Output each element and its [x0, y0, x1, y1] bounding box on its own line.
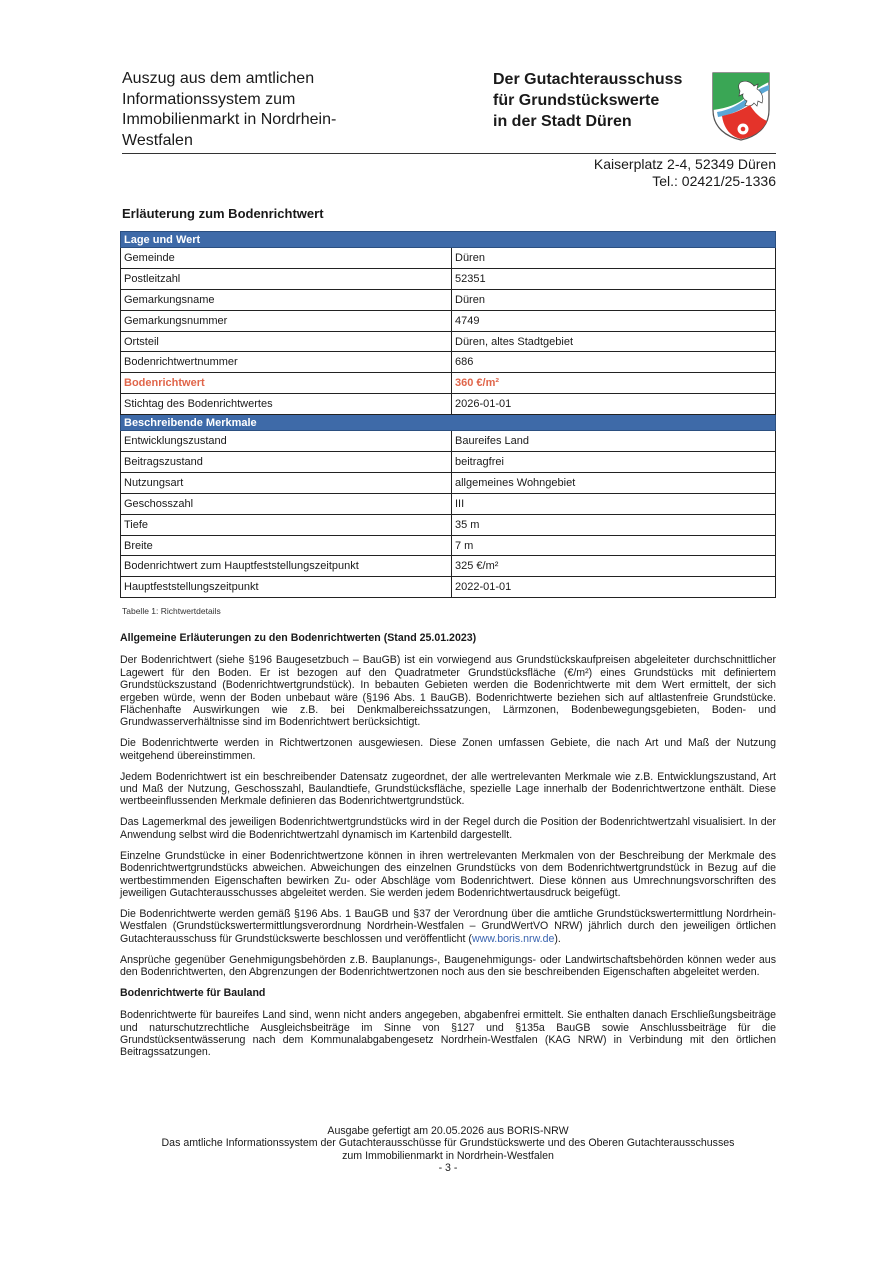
- table-row: [121, 514, 776, 535]
- table-row: [121, 331, 776, 352]
- row-label: Ortsteil: [121, 331, 452, 352]
- address-text: Kaiserplatz 2-4, 52349 Düren: [593, 156, 776, 172]
- row-label: Entwicklungszustand: [121, 431, 452, 452]
- row-value: III: [452, 493, 776, 514]
- phone-text: Tel.: 02421/25-1336: [652, 173, 776, 189]
- table-row: [121, 535, 776, 556]
- row-value: 35 m: [452, 514, 776, 535]
- paragraph: [120, 908, 776, 945]
- table-row: [121, 268, 776, 289]
- table-row-highlighted: [121, 373, 776, 394]
- header-issuer-line: Informationssystem zum: [122, 90, 296, 108]
- value-details-table: [120, 231, 776, 598]
- row-label: Postleitzahl: [121, 268, 452, 289]
- row-value: 2022-01-01: [452, 577, 776, 598]
- table-row: [121, 493, 776, 514]
- row-label: Bodenrichtwert: [121, 373, 452, 394]
- row-value: 325 €/m²: [452, 556, 776, 577]
- row-label: Hauptfeststellungszeitpunkt: [121, 577, 452, 598]
- paragraph: Bodenrichtwerte für baureifes Land sind, wenn nicht anders angegeben, abgabenfrei ermittelt. Sie enthalten danach Erschließungsbeiträge und naturschutzrechtliche Ausgleichsbeiträge im Sinne von §127 und §135a BauGB sowie Anschlussbeiträge für die Grundstücksentwässerung nach dem Kommunalabgabengesetz Nordrhein-Westfalen (KAG NRW) in Verbindung mit den örtlichen Beitragssatzungen.: [120, 1009, 776, 1059]
- table-caption: Tabelle 1: Richtwertdetails: [122, 606, 221, 616]
- row-label: Bodenrichtwert zum Hauptfeststellungszeitpunkt: [121, 556, 452, 577]
- footer-line: Ausgabe gefertigt am 20.05.2026 aus BORIS-NRW: [327, 1125, 569, 1137]
- table-row: [121, 289, 776, 310]
- header-authority-line: für Grundstückswerte: [493, 92, 660, 109]
- paragraph: Der Bodenrichtwert (siehe §196 Baugesetzbuch – BauGB) ist ein vorwiegend aus Grundstückskaufpreisen abgeleiteter durchschnittlicher Lagewert für den Boden. Er ist bezogen auf den Quadratmeter Grundstücksfläche (€/m²) eines Grundstücks mit definiertem Grundstückszustand (Bodenrichtwertgrundstück). In bebauten Gebieten werden die Bodenrichtwerte mit dem Wert ermittelt, der sich ergeben würde, wenn der Boden unbebaut wäre (§196 Abs. 1 BauGB). Bodenrichtwerte beziehen sich auf altlastenfreie Grundstücke. Flächenhafte Auswirkungen wie z.B. bei Denkmalbereichssatzungen, Lärmzonen, Bodenbewegungsgebieten, Boden- und Grundwasserverhältnisse sind im Bodenrichtwert berücksichtigt.: [120, 654, 776, 729]
- table-group-header: [121, 415, 776, 431]
- header-authority-line: Der Gutachterausschuss: [493, 71, 683, 88]
- paragraph: Das Lagemerkmal des jeweiligen Bodenrichtwertgrundstücks wird in der Regel durch die Position der Bodenrichtwertzahl visualisiert. In der Anwendung selbst wird die Bodenrichtwertzahl dynamisch im Kartenbild dargestellt.: [120, 816, 776, 841]
- table-row: [121, 472, 776, 493]
- table-row: [121, 394, 776, 415]
- row-value: allgemeines Wohngebiet: [452, 472, 776, 493]
- paragraph: Die Bodenrichtwerte werden in Richtwertzonen ausgewiesen. Diese Zonen umfassen Gebiete, die nach Art und Maß der Nutzung weitgehend übereinstimmen.: [120, 737, 776, 762]
- row-label: Beitragszustand: [121, 452, 452, 473]
- header-issuer: [122, 69, 422, 151]
- row-value: Baureifes Land: [452, 431, 776, 452]
- header-issuer-line: Auszug aus dem amtlichen: [122, 70, 315, 87]
- row-label: Gemarkungsname: [121, 289, 452, 310]
- table-row: [121, 352, 776, 373]
- nrw-coat-of-arms-logo: [710, 70, 772, 142]
- table-row: [121, 310, 776, 331]
- row-label: Geschosszahl: [121, 493, 452, 514]
- explanations-heading: Allgemeine Erläuterungen zu den Bodenrichtwerten (Stand 25.01.2023): [120, 632, 477, 644]
- row-label: Tiefe: [121, 514, 452, 535]
- table-group-header: [121, 232, 776, 248]
- header-divider: [122, 153, 776, 154]
- table-row: [121, 577, 776, 598]
- page-number: - 3 -: [438, 1161, 458, 1174]
- group-title: Lage und Wert: [121, 232, 776, 248]
- row-value: Düren: [452, 248, 776, 269]
- row-label: Nutzungsart: [121, 472, 452, 493]
- section-title: Erläuterung zum Bodenrichtwert: [122, 206, 324, 221]
- header-authority-line: in der Stadt Düren: [493, 113, 632, 130]
- row-label: Breite: [121, 535, 452, 556]
- row-value: 7 m: [452, 535, 776, 556]
- subsection-heading: Bodenrichtwerte für Bauland: [120, 986, 266, 999]
- row-value: 52351: [452, 268, 776, 289]
- page-footer: [120, 1125, 776, 1174]
- paragraph: Ansprüche gegenüber Genehmigungsbehörden z.B. Bauplanungs-, Baugenehmigungs- oder Landwirtschaftsbehörden können weder aus den Bodenrichtwerten, den Abgrenzungen der Bodenrichtwertzonen noch aus den sie beschreibenden Eigenschaften abgeleitet werden.: [120, 953, 776, 978]
- table-row: [121, 452, 776, 473]
- footer-line: zum Immobilienmarkt in Nordrhein-Westfalen: [342, 1149, 554, 1162]
- row-label: Gemeinde: [121, 248, 452, 269]
- header-authority: [493, 69, 713, 132]
- table-row: [121, 431, 776, 452]
- paragraph-text: ).: [554, 932, 561, 945]
- contact-block: [470, 156, 776, 190]
- row-value: 360 €/m²: [452, 373, 776, 394]
- group-title: Beschreibende Merkmale: [121, 415, 776, 431]
- paragraph: Jedem Bodenrichtwert ist ein beschreibender Datensatz zugeordnet, der alle wertrelevanten Merkmale wie z.B. Entwicklungszustand, Art und Maß der Nutzung, Geschosszahl, Baulandtiefe, Grundstücksfläche, spezielle Lage innerhalb der Bodenrichtwertzone enthält. Diese wertbeeinflussenden Merkmale definieren das Bodenrichtwertgrundstück.: [120, 770, 776, 808]
- row-value: 2026-01-01: [452, 394, 776, 415]
- row-value: 686: [452, 352, 776, 373]
- paragraph: Einzelne Grundstücke in einer Bodenrichtwertzone können in ihren wertrelevanten Merkmalen von der Beschreibung der Merkmale des Bodenrichtwertgrundstücks abweichen. Abweichungen des einzelnen Grundstücks von dem Bodenrichtwertgrundstück in Bezug auf die wertbestimmenden Eigenschaften bewirken Zu- oder Abschläge vom Bodenrichtwert. Diese können aus Umrechnungsvorschriften des jeweiligen Gutachterausschusses abgeleitet werden. Sie werden jedem Bodenrichtwertausdruck beigefügt.: [120, 849, 776, 899]
- footer-line: Das amtliche Informationssystem der Gutachterausschüsse für Grundstückswerte und des Oberen Gutachterausschusses: [161, 1137, 735, 1150]
- row-value: 4749: [452, 310, 776, 331]
- header-issuer-line: Immobilienmarkt in Nordrhein-: [122, 111, 337, 128]
- explanations-section: [120, 632, 776, 1067]
- row-value: Düren, altes Stadtgebiet: [452, 331, 776, 352]
- row-label: Bodenrichtwertnummer: [121, 352, 452, 373]
- header-issuer-line: Westfalen: [122, 131, 193, 149]
- boris-link[interactable]: www.boris.nrw.de: [471, 932, 555, 945]
- row-value: Düren: [452, 289, 776, 310]
- paragraph-text: Die Bodenrichtwerte werden gemäß §196 Abs. 1 BauGB und §37 der Verordnung über die amtliche Grundstückswertermittlung Nordrhein-Westfalen (Grundstückswertermittlungsverordnung Nordrhein-Westfalen – GrundWertVO NRW) jährlich durch den jeweiligen örtlichen Gutachterausschuss für Grundstückswerte beschlossen und veröffentlicht (: [120, 907, 776, 945]
- row-label: Gemarkungsnummer: [121, 310, 452, 331]
- table-row: [121, 556, 776, 577]
- table-row: [121, 248, 776, 269]
- row-label: Stichtag des Bodenrichtwertes: [121, 394, 452, 415]
- row-value: beitragfrei: [452, 452, 776, 473]
